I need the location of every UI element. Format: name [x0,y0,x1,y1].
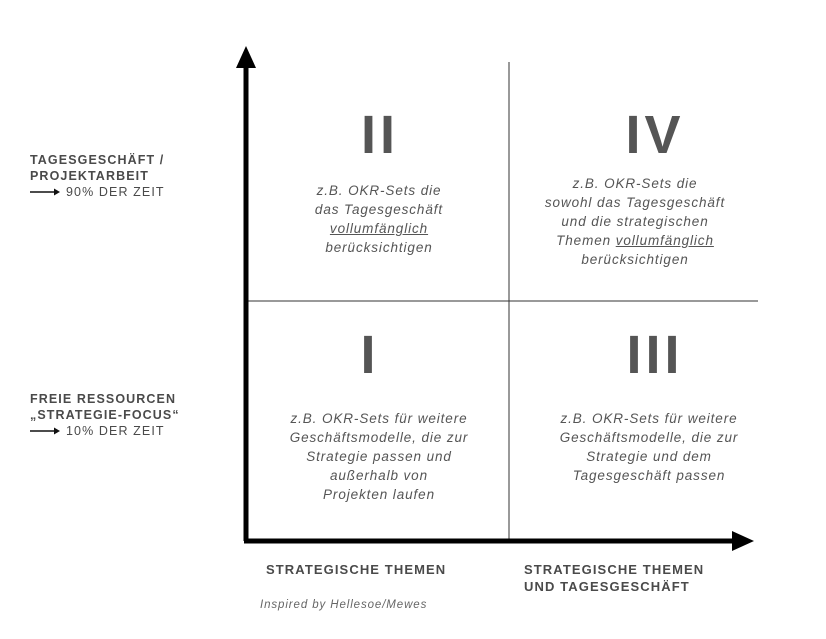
quadrant-iii-text [518,409,780,485]
x-label-left-line-1: STRATEGISCHE THEMEN [266,562,447,577]
y-label-upper-line-1: TAGESGESCHÄFT / [30,153,165,167]
arrow-right-icon [30,188,60,196]
quadrant-iii-line-2: Geschäftsmodelle, die zur [559,430,739,445]
quadrant-i-line-2: Geschäftsmodelle, die zur [289,430,469,445]
quadrant-iv-numeral: IV [625,105,685,165]
quadrant-iv-line-2: sowohl das Tagesgeschäft [544,195,726,210]
y-label-lower-time-text: 10% DER ZEIT [66,424,165,438]
x-axis-arrowhead [732,531,754,551]
y-label-upper-time-text: 90% DER ZEIT [66,185,165,199]
y-label-upper [30,152,165,200]
x-label-left [266,561,446,578]
quadrant-iii-numeral: III [626,325,684,385]
y-label-lower-time [30,423,180,439]
quadrant-i-text [258,409,500,504]
y-label-upper-time [30,184,165,200]
quadrant-ii-line-1: z.B. OKR-Sets die [316,183,442,198]
quadrant-i-line-1: z.B. OKR-Sets für weitere [290,411,468,426]
quadrant-iv-underlined: vollumfänglich [615,233,714,248]
quadrant-iv-line-1: z.B. OKR-Sets die [572,176,698,191]
quadrant-ii-line-2: das Tagesgeschäft [314,202,444,217]
quadrant-i-line-3: Strategie passen und [306,449,452,464]
quadrant-ii-underlined: vollumfänglich [329,221,429,236]
quadrant-i-line-4: außerhalb von [329,468,428,483]
quadrant-ii-line-4: berücksichtigen [325,240,433,255]
quadrant-ii-numeral: II [360,105,399,165]
quadrant-iii-line-4: Tagesgeschäft passen [572,468,726,483]
quadrant-i-numeral: I [360,325,380,385]
quadrant-iv-line-3: und die strategischen [561,214,709,229]
quadrant-iii-line-3: Strategie und dem [586,449,712,464]
y-label-lower [30,391,180,439]
x-label-right [524,561,704,595]
quadrant-iii-line-1: z.B. OKR-Sets für weitere [560,411,738,426]
x-label-right-line-2: UND TAGESGESCHÄFT [524,579,690,594]
y-label-lower-line-2: „STRATEGIE-FOCUS“ [30,408,180,422]
y-axis-arrowhead [236,46,256,68]
quadrant-ii-text [266,181,492,257]
quadrant-iv-prefix: Themen [556,233,612,248]
quadrant-iv-line-4 [515,231,755,250]
quadrant-iv-text [515,174,755,269]
quadrant-iv-line-5: berücksichtigen [581,252,689,267]
x-label-right-line-1: STRATEGISCHE THEMEN [524,562,705,577]
y-label-lower-line-1: FREIE RESSOURCEN [30,392,177,406]
arrow-right-icon [30,427,60,435]
credit-text: Inspired by Hellesoe/Mewes [260,599,428,611]
quadrant-i-line-5: Projekten laufen [323,487,435,502]
y-label-upper-line-2: PROJEKTARBEIT [30,169,149,183]
